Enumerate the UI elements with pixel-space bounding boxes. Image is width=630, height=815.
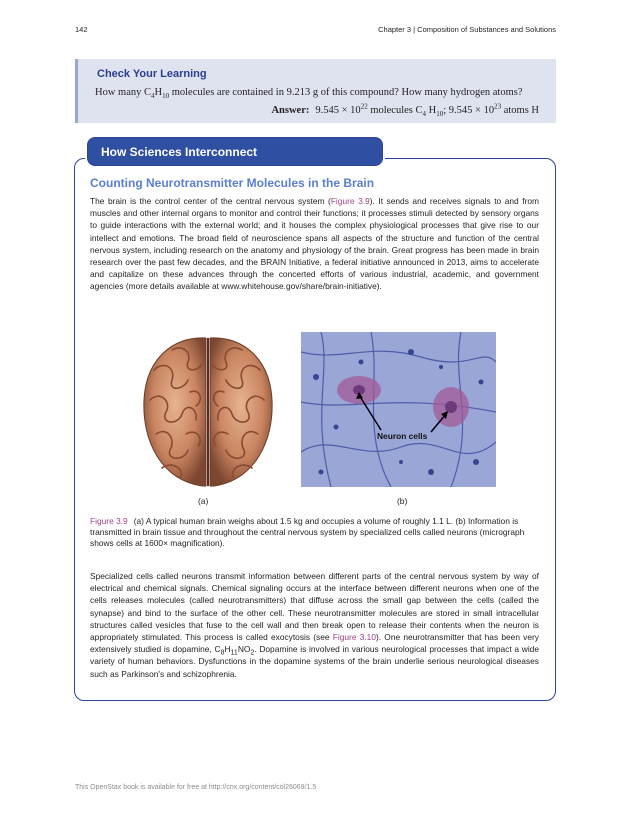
check-your-learning-question: How many $C_4H_{10}$ molecules are contained in 9.213 g of this compound? How many hydrogen atoms? (95, 87, 523, 101)
figure-caption-number: Figure 3.9 (90, 516, 128, 526)
brain-image (132, 330, 282, 492)
feature-heading: Counting Neurotransmitter Molecules in the Brain (90, 176, 375, 190)
neuron-cells-label: Neuron cells (377, 431, 428, 441)
check-your-learning-answer: Answer: $9.545 \times 10^{22}$ molecules $C_4$ $H_{10}$; $9.545 \times 10^{23}$ atoms H (271, 102, 539, 119)
figure-label-a: (a) (198, 496, 209, 506)
check-your-learning-box (75, 59, 556, 123)
figure-caption-text: (a) A typical human brain weighs about 1.5 kg and occupies a volume of roughly 1.1 L. (b) Information is transmitted in brain tissue and throughout the central nervous system by specialized cells called neurons (micrograph shows cells at 1600× magnification). (90, 516, 525, 548)
neuron-micrograph (301, 332, 496, 487)
page-footer: This OpenStax book is available for free at http://cnx.org/content/col26069/1.5 (75, 784, 317, 791)
figure-caption (90, 516, 530, 549)
check-your-learning-title: Check Your Learning (97, 68, 207, 80)
chapter-title: Chapter 3 | Composition of Substances and Solutions (378, 25, 556, 34)
figure-label-b: (b) (397, 496, 408, 506)
answer-label: Answer: (271, 105, 310, 116)
paragraph-brain-intro: The brain is the control center of the central nervous system (Figure 3.9). It sends and receives signals to and from muscles and other internal organs to monitor and control their functions; it processes stimuli detected by sensory organs to guide interactions with the external world; and it houses the complex physiological processes that give rise to our intellect and emotions. The broad field of neuroscience spans all aspects of the structure and function of the central nervous system, including research on the anatomy and physiology of the brain. Great progress has been made in brain research over the past few decades, and the BRAIN Initiative, a federal initiative announced in 2013, aims to accelerate and capitalize on these advances through the concerted efforts of various industrial, academic, and government agencies (more details available at www.whitehouse.gov/share/brain-initiative). (90, 196, 539, 292)
figure-3-9-link[interactable]: Figure 3.9 (330, 196, 370, 206)
feature-tab (87, 137, 383, 166)
paragraph-neurons: Specialized cells called neurons transmit information between different parts of the central nervous system by way of electrical and chemical signals. Chemical signaling occurs at the interface between different neurons when one of the cells releases molecules (called neurotransmitters) that diffuse across the small gap between the cells (called the synapse) and bind to the surface of the other cell. These neurotransmitter molecules are stored in small intracellular structures called vesicles that fuse to the cell wall and then break open to release their contents when the neuron is appropriately stimulated. This process is called exocytosis (see Figure 3.10). One neurotransmitter that has been very extensively studied is dopamine, $C_8H_{11}NO_2$. Dopamine is involved in various neurological processes that impact a wide variety of human behaviors. Dysfunctions in the dopamine systems of the brain underlie serious neurological diseases such as Parkinson's and schizophrenia. (90, 571, 539, 679)
figure-3-10-link[interactable]: Figure 3.10 (332, 632, 376, 643)
page-number: 142 (75, 25, 88, 34)
feature-tab-label: How Sciences Interconnect (101, 145, 258, 159)
